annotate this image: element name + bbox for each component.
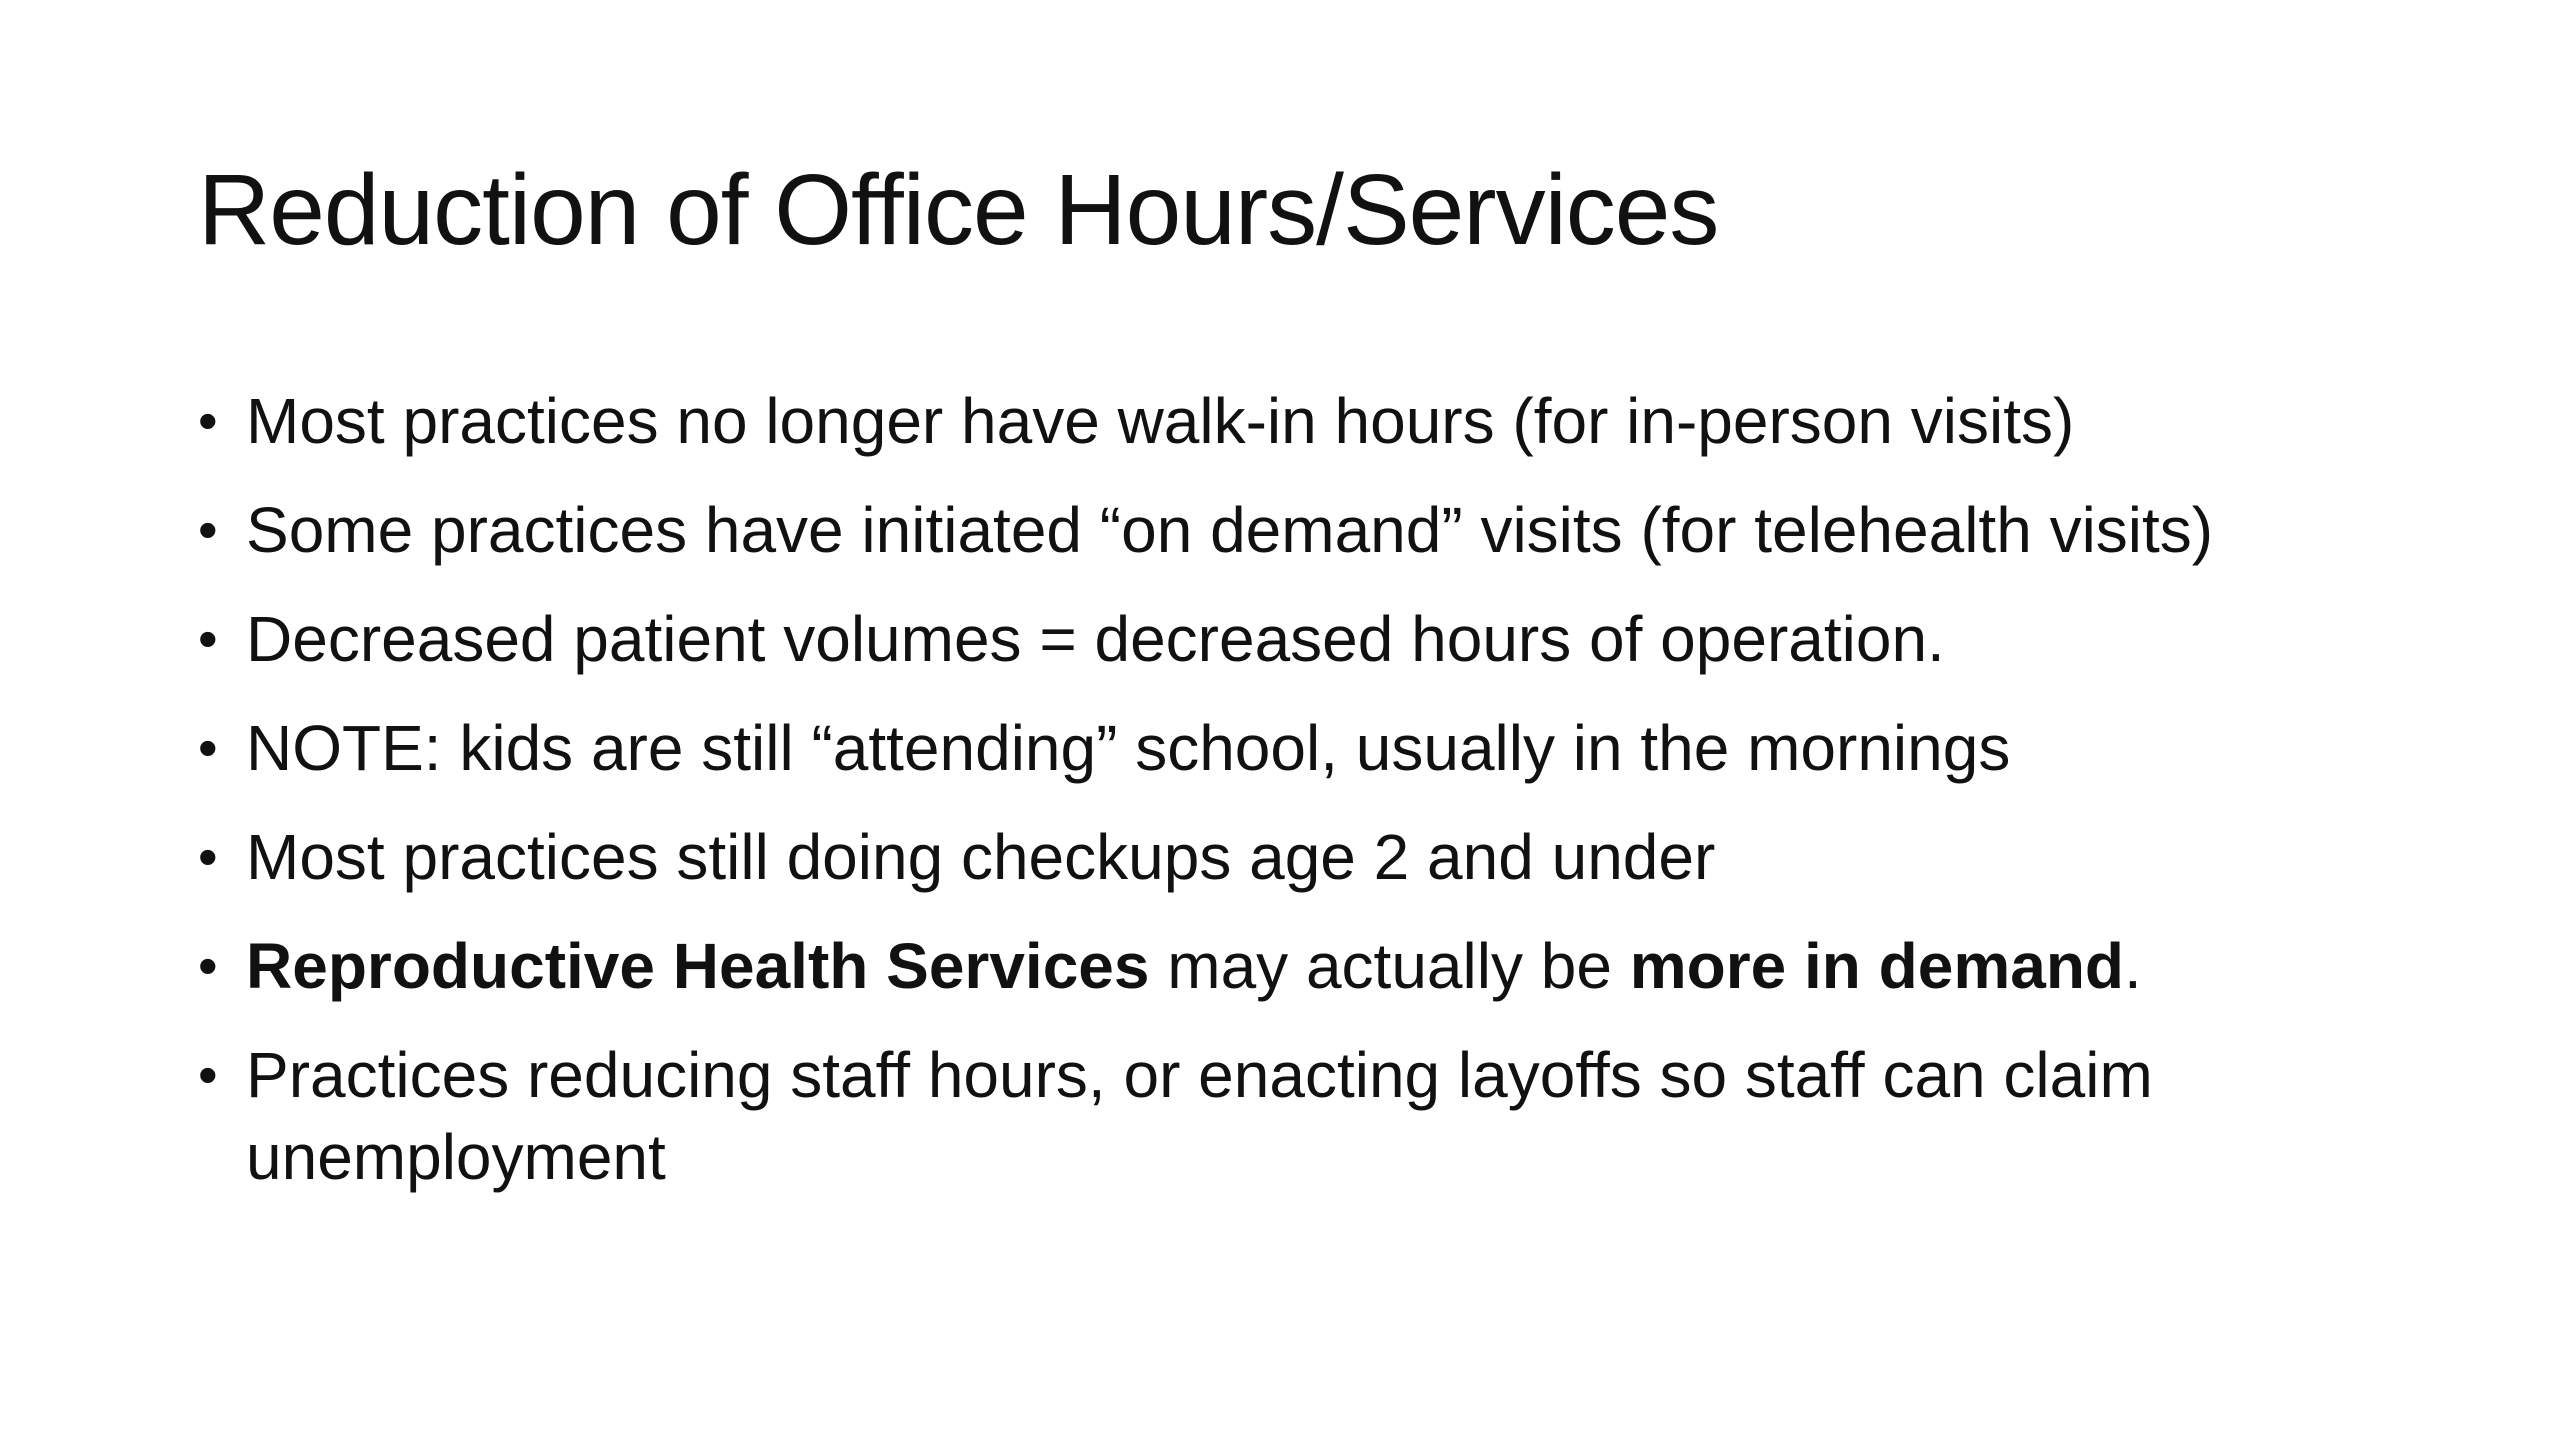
bullet-text xyxy=(246,930,2142,1002)
bullet-item xyxy=(198,925,2438,1007)
bullet-icon: • xyxy=(198,825,218,888)
bullet-icon: • xyxy=(198,1043,218,1106)
bullet-text: Practices reducing staff hours, or enacting layoffs so staff can claim unemployment xyxy=(246,1039,2153,1193)
bullet-list xyxy=(198,380,2438,1225)
bullet-text: Most practices no longer have walk-in hours (for in-person visits) xyxy=(246,385,2075,457)
bullet-item xyxy=(198,707,2438,789)
plain-phrase: may actually be xyxy=(1149,930,1630,1002)
bullet-icon: • xyxy=(198,498,218,561)
bullet-icon: • xyxy=(198,389,218,452)
bullet-item xyxy=(198,1034,2438,1198)
bullet-icon: • xyxy=(198,607,218,670)
bullet-item xyxy=(198,489,2438,571)
bullet-text: NOTE: kids are still “attending” school, usually in the mornings xyxy=(246,712,2011,784)
bullet-text: Most practices still doing checkups age 2 and under xyxy=(246,821,1716,893)
bullet-text: Decreased patient volumes = decreased hours of operation. xyxy=(246,603,1945,675)
bullet-icon: • xyxy=(198,934,218,997)
bullet-item xyxy=(198,598,2438,680)
bullet-text: Some practices have initiated “on demand” visits (for telehealth visits) xyxy=(246,494,2214,566)
slide-title: Reduction of Office Hours/Services xyxy=(198,154,1719,266)
plain-phrase: . xyxy=(2124,930,2142,1002)
bold-phrase: Reproductive Health Services xyxy=(246,930,1150,1002)
bullet-item xyxy=(198,380,2438,462)
bullet-item xyxy=(198,816,2438,898)
bold-phrase: more in demand xyxy=(1629,930,2124,1002)
bullet-icon: • xyxy=(198,716,218,779)
